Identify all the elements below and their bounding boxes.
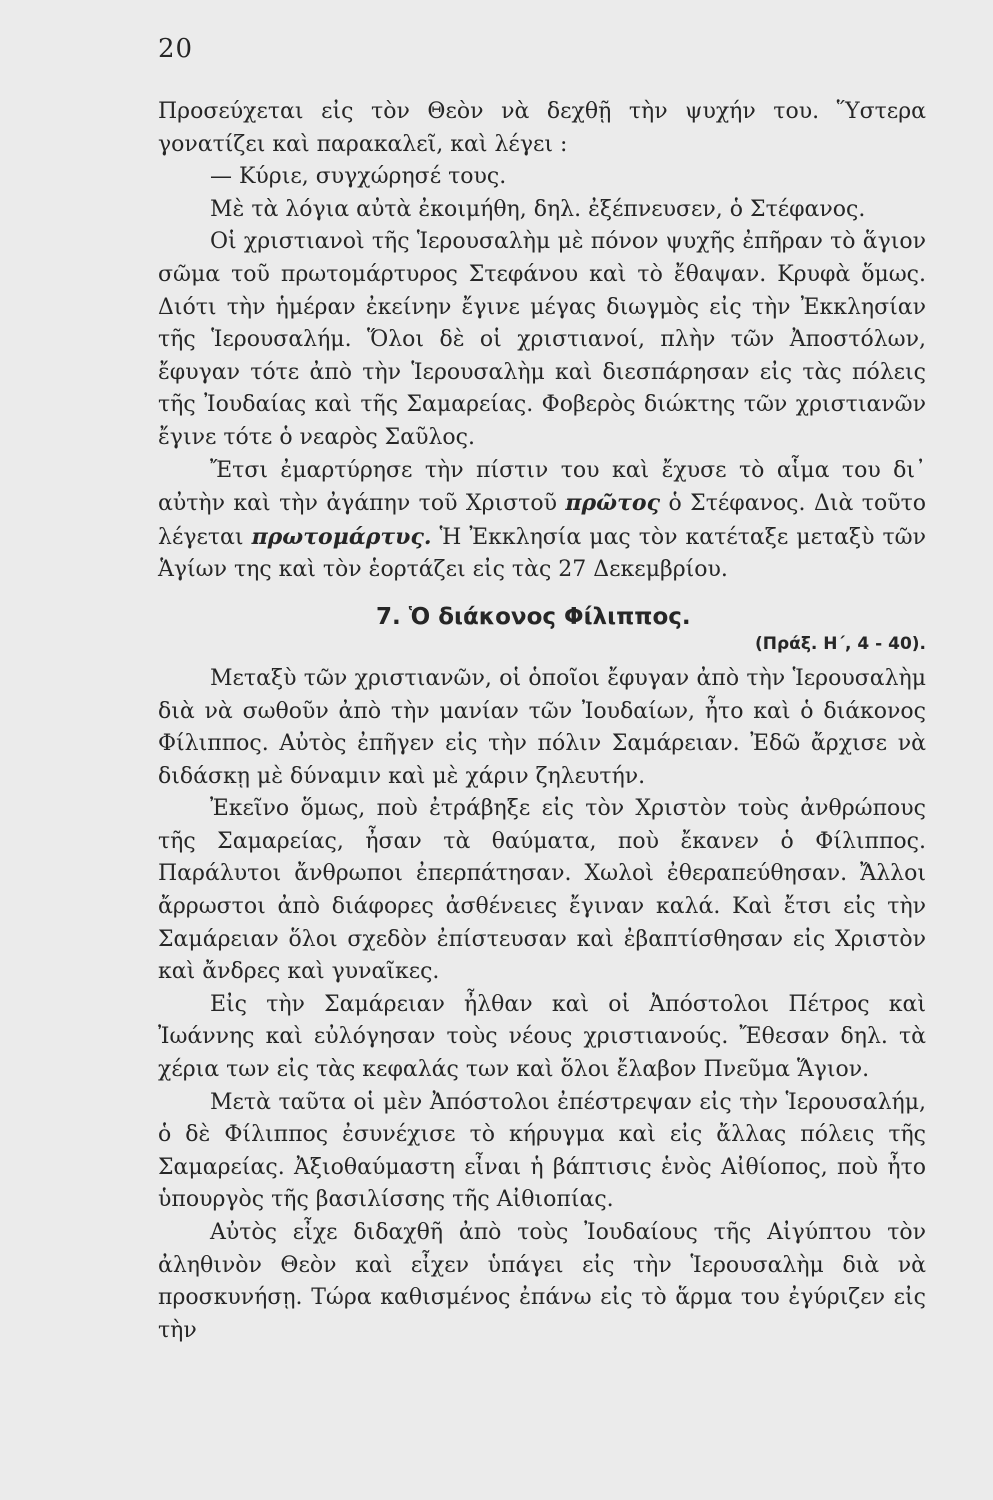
paragraph-philip-intro: Μεταξὺ τῶν χριστιανῶν, οἱ ὁποῖοι ἔφυγαν ἀπὸ τὴν Ἱερουσαλὴμ διὰ νὰ σωθοῦν ἀπὸ τὴν μανίαν τῶν Ἰουδαίων, ἦτο καὶ ὁ διάκονος Φίλιππος. Αὐτὸς ἐπῆγεν εἰς τὴν πόλιν Σαμάρειαν. Ἐδῶ ἄρχισε νὰ διδάσκῃ μὲ δύναμιν καὶ μὲ χάριν ζηλευτήν. (158, 665, 926, 789)
scripture-reference: (Πράξ. Η΄, 4 - 40). (755, 633, 926, 654)
paragraph-ethiopian: Μετὰ ταῦτα οἱ μὲν Ἀπόστολοι ἐπέστρεψαν εἰς τὴν Ἱερουσαλήμ, ὁ δὲ Φίλιππος ἐσυνέχισε τὸ κήρυγμα καὶ εἰς ἄλλας πόλεις τῆς Σαμαρείας. Ἀξιοθαύμαστη εἶναι ἡ βάπτισις ἑνὸς Αἰθίοπος, ποὺ ἦτο ὑπουργὸς τῆς βασιλίσσης τῆς Αἰθιοπίας. (158, 1089, 926, 1213)
emphasis-first: πρῶτος (565, 490, 660, 517)
text-run: Ἡ Ἐκκλησία μας τὸν κατέταξε μεταξὺ τῶν Ἁγίων της καὶ τὸν ἑορτάζει εἰς τὰς 27 Δεκεμβρίου. (158, 524, 926, 583)
text-run: ὁ Στέφανος. Διὰ τοῦτο λέγεται (158, 491, 926, 550)
page-text (158, 96, 926, 1347)
paragraph-journey: Αὐτὸς εἶχε διδαχθῆ ἀπὸ τοὺς Ἰουδαίους τῆς Αἰγύπτου τὸν ἀληθινὸν Θεὸν καὶ εἶχεν ὑπάγει εἰς τὴν Ἱερουσαλὴμ διὰ νὰ προσκυνήσῃ. Τώρα καθισμένος ἐπάνω εἰς τὸ ἅρμα του ἐγύριζεν εἰς τὴν (158, 1220, 926, 1343)
paragraph-burial: Οἱ χριστιανοὶ τῆς Ἱερουσαλὴμ μὲ πόνον ψυχῆς ἐπῆραν τὸ ἅγιον σῶμα τοῦ πρωτομάρτυρος Στεφάνου καὶ τὸ ἔθαψαν. Κρυφὰ ὅμως. Διότι τὴν ἡμέραν ἐκείνην ἔγινε μέγας διωγμὸς εἰς τὴν Ἐκκλησίαν τῆς Ἱερουσαλήμ. Ὅλοι δὲ οἱ χριστιανοί, πλὴν τῶν Ἀποστόλων, ἔφυγαν τότε ἀπὸ τὴν Ἱερουσαλὴμ καὶ διεσπάρησαν εἰς τὰς πόλεις τῆς Ἰουδαίας καὶ τῆς Σαμαρείας. Φοβερὸς διώκτης τῶν χριστιανῶν ἔγινε τότε ὁ νεαρὸς Σαῦλος. (158, 229, 926, 450)
section-heading: 7. Ὁ διάκονος Φίλιππος. (376, 603, 691, 630)
page-number: 20 (158, 34, 194, 64)
paragraph-prayer: Προσεύχεται εἰς τὸν Θεὸν νὰ δεχθῇ τὴν ψυχήν του. Ὕστερα γονατίζει καὶ παρακαλεῖ, καὶ λέγει : (158, 99, 926, 157)
emphasis-protomartyr: πρωτομάρτυς. (251, 523, 432, 550)
paragraph-quote: — Κύριε, συγχώρησέ τους. (210, 164, 507, 190)
paragraph-death: Μὲ τὰ λόγια αὐτὰ ἐκοιμήθη, δηλ. ἐξέπνευσεν, ὁ Στέφανος. (210, 196, 866, 222)
paragraph-protomartyr (158, 455, 926, 587)
paragraph-apostles: Εἰς τὴν Σαμάρειαν ἦλθαν καὶ οἱ Ἀπόστολοι Πέτρος καὶ Ἰωάννης καὶ εὐλόγησαν τοὺς νέους χριστιανούς. Ἔθεσαν δηλ. τὰ χέρια των εἰς τὰς κεφαλάς των καὶ ὅλοι ἔλαβον Πνεῦμα Ἅγιον. (158, 991, 926, 1083)
paragraph-miracles: Ἐκεῖνο ὅμως, ποὺ ἐτράβηξε εἰς τὸν Χριστὸν τοὺς ἀνθρώπους τῆς Σαμαρείας, ἦσαν τὰ θαύματα, ποὺ ἔκανεν ὁ Φίλιππος. Παράλυτοι ἄνθρωποι ἐπερπάτησαν. Χωλοὶ ἐθεραπεύθησαν. Ἄλλοι ἄρρωστοι ἀπὸ διάφορες ἀσθένειες ἔγιναν καλά. Καὶ ἔτσι εἰς τὴν Σαμάρειαν ὅλοι σχεδὸν ἐπίστευσαν καὶ ἐβαπτίσθησαν εἰς Χριστὸν καὶ ἄνδρες καὶ γυναῖκες. (158, 796, 926, 985)
text-run: Ἔτσι ἐμαρτύρησε τὴν πίστιν του καὶ ἔχυσε τὸ αἷμα του δι᾿ αὐτὴν καὶ τὴν ἀγάπην τοῦ Χριστοῦ (158, 457, 926, 517)
